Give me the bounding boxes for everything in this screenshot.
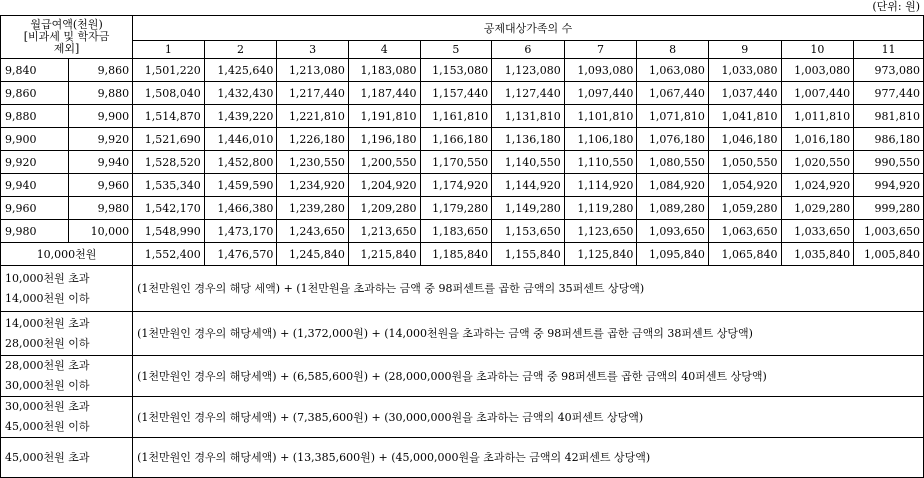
bracket-label-line1: 28,000천원 초과	[5, 359, 90, 372]
tax-cell: 1,123,650	[564, 220, 637, 243]
tax-cell: 1,185,840	[420, 243, 492, 266]
wage-from: 9,880	[1, 105, 69, 128]
tax-cell: 1,196,180	[348, 128, 420, 151]
tax-cell: 977,440	[854, 82, 924, 105]
tax-cell: 1,140,550	[492, 151, 565, 174]
wage-header-line3: 제외]	[53, 42, 80, 55]
bracket-row	[1, 312, 924, 356]
dependents-col-header: 10	[781, 41, 854, 59]
dependents-header: 공제대상가족의 수	[133, 16, 924, 41]
dependents-col-header: 11	[854, 41, 924, 59]
bracket-row	[1, 438, 924, 478]
tax-cell: 1,089,280	[637, 197, 709, 220]
table-row	[1, 128, 924, 151]
bracket-label	[1, 356, 133, 397]
bracket-label-line2: 28,000천원 이하	[5, 336, 90, 350]
bracket-row	[1, 397, 924, 438]
wage-header-line2: [비과세 및 학자금	[23, 30, 110, 43]
tax-cell: 1,166,180	[420, 128, 492, 151]
tax-cell: 1,076,180	[637, 128, 709, 151]
tax-cell: 1,183,650	[420, 220, 492, 243]
tax-cell: 1,153,080	[420, 59, 492, 82]
tax-cell: 1,114,920	[564, 174, 637, 197]
bracket-formula: (1천만원인 경우의 해당세액) + (6,585,600원) + (28,000,000원을 초과하는 금액 중 98퍼센트를 곱한 금액의 40퍼센트 상당액)	[133, 356, 924, 397]
tax-cell: 1,200,550	[348, 151, 420, 174]
tax-cell: 1,033,080	[708, 59, 781, 82]
bracket-label	[1, 438, 133, 478]
tax-cell: 1,187,440	[348, 82, 420, 105]
tax-cell: 1,452,800	[204, 151, 277, 174]
tax-cell: 1,204,920	[348, 174, 420, 197]
wage-label: 10,000천원	[1, 243, 133, 266]
tax-cell: 1,528,520	[133, 151, 205, 174]
tax-cell: 1,245,840	[277, 243, 349, 266]
tax-cell: 1,439,220	[204, 105, 277, 128]
wage-to: 9,920	[68, 128, 133, 151]
tax-cell: 1,110,550	[564, 151, 637, 174]
tax-cell: 1,003,080	[781, 59, 854, 82]
tax-cell: 1,234,920	[277, 174, 349, 197]
tax-cell: 1,552,400	[133, 243, 205, 266]
tax-cell: 1,007,440	[781, 82, 854, 105]
tax-cell: 1,521,690	[133, 128, 205, 151]
wage-from: 9,900	[1, 128, 69, 151]
tax-cell: 981,810	[854, 105, 924, 128]
tax-cell: 1,093,080	[564, 59, 637, 82]
tax-cell: 1,119,280	[564, 197, 637, 220]
tax-cell: 1,024,920	[781, 174, 854, 197]
tax-cell: 1,213,650	[348, 220, 420, 243]
tax-cell: 1,155,840	[492, 243, 565, 266]
table-row	[1, 220, 924, 243]
unit-note: (단위: 원)	[872, 0, 920, 13]
tax-cell: 1,508,040	[133, 82, 205, 105]
wage-to: 9,940	[68, 151, 133, 174]
tax-cell: 1,011,810	[781, 105, 854, 128]
wage-header-line1: 월급여액(천원)	[30, 18, 103, 31]
tax-cell: 1,239,280	[277, 197, 349, 220]
tax-cell: 990,550	[854, 151, 924, 174]
tax-cell: 1,432,430	[204, 82, 277, 105]
bracket-formula: (1천만원인 경우의 해당세액) + (7,385,600원) + (30,000,000원을 초과하는 금액의 40퍼센트 상당액)	[133, 397, 924, 438]
bracket-formula: (1천만원인 경우의 해당세액) + (1,372,000원) + (14,000천원을 초과하는 금액 중 98퍼센트를 곱한 금액의 38퍼센트 상당액)	[133, 312, 924, 356]
wage-to: 9,980	[68, 197, 133, 220]
bracket-label	[1, 312, 133, 356]
bracket-formula: (1천만원인 경우의 해당세액) + (13,385,600원) + (45,000,000원을 초과하는 금액의 42퍼센트 상당액)	[133, 438, 924, 478]
tax-cell: 1,473,170	[204, 220, 277, 243]
tax-cell: 1,084,920	[637, 174, 709, 197]
wage-from: 9,980	[1, 220, 69, 243]
tax-cell: 1,542,170	[133, 197, 205, 220]
tax-cell: 1,226,180	[277, 128, 349, 151]
dependents-col-header: 4	[348, 41, 420, 59]
dependents-col-header: 9	[708, 41, 781, 59]
tax-cell: 994,920	[854, 174, 924, 197]
tax-cell: 1,046,180	[708, 128, 781, 151]
table-row	[1, 82, 924, 105]
dependents-col-header: 2	[204, 41, 277, 59]
tax-cell: 1,157,440	[420, 82, 492, 105]
wage-from: 9,960	[1, 197, 69, 220]
tax-cell: 1,020,550	[781, 151, 854, 174]
table-row	[1, 174, 924, 197]
tax-cell: 1,123,080	[492, 59, 565, 82]
withholding-tax-table	[0, 15, 924, 478]
tax-cell: 1,136,180	[492, 128, 565, 151]
tax-cell: 1,050,550	[708, 151, 781, 174]
table-row	[1, 197, 924, 220]
tax-cell: 1,063,650	[708, 220, 781, 243]
bracket-label	[1, 266, 133, 312]
wage-to: 9,960	[68, 174, 133, 197]
tax-cell: 1,209,280	[348, 197, 420, 220]
bracket-formula: (1천만원인 경우의 해당 세액) + (1천만원을 초과하는 금액 중 98퍼센트를 곱한 금액의 35퍼센트 상당액)	[133, 266, 924, 312]
bracket-label-line1: 14,000천원 초과	[5, 316, 90, 330]
tax-cell: 1,067,440	[637, 82, 709, 105]
table-row	[1, 105, 924, 128]
tax-cell: 1,213,080	[277, 59, 349, 82]
tax-cell: 1,016,180	[781, 128, 854, 151]
wage-from: 9,840	[1, 59, 69, 82]
bracket-label-line2: 30,000천원 이하	[5, 379, 90, 392]
bracket-row	[1, 266, 924, 312]
bracket-label-line2: 14,000천원 이하	[5, 291, 90, 305]
bracket-label-line1: 10,000천원 초과	[5, 271, 90, 285]
tax-cell: 986,180	[854, 128, 924, 151]
tax-cell: 1,071,810	[637, 105, 709, 128]
bracket-label-line1: 30,000천원 초과	[5, 400, 90, 413]
bracket-row	[1, 356, 924, 397]
tax-cell: 1,029,280	[781, 197, 854, 220]
tax-cell: 1,059,280	[708, 197, 781, 220]
wage-from: 9,920	[1, 151, 69, 174]
bracket-label	[1, 397, 133, 438]
tax-cell: 1,037,440	[708, 82, 781, 105]
tax-cell: 1,476,570	[204, 243, 277, 266]
wage-to: 10,000	[68, 220, 133, 243]
table-row	[1, 243, 924, 266]
tax-cell: 973,080	[854, 59, 924, 82]
dependents-col-header: 8	[637, 41, 709, 59]
tax-cell: 1,548,990	[133, 220, 205, 243]
tax-cell: 1,095,840	[637, 243, 709, 266]
wage-to: 9,860	[68, 59, 133, 82]
table-row	[1, 151, 924, 174]
tax-cell: 1,243,650	[277, 220, 349, 243]
wage-from: 9,860	[1, 82, 69, 105]
dependents-col-header: 1	[133, 41, 205, 59]
tax-cell: 1,080,550	[637, 151, 709, 174]
wage-from: 9,940	[1, 174, 69, 197]
tax-cell: 1,097,440	[564, 82, 637, 105]
wage-to: 9,900	[68, 105, 133, 128]
tax-cell: 1,144,920	[492, 174, 565, 197]
tax-cell: 1,535,340	[133, 174, 205, 197]
tax-cell: 1,170,550	[420, 151, 492, 174]
tax-cell: 1,459,590	[204, 174, 277, 197]
dependents-col-header: 7	[564, 41, 637, 59]
tax-cell: 1,033,650	[781, 220, 854, 243]
tax-cell: 1,065,840	[708, 243, 781, 266]
tax-cell: 1,153,650	[492, 220, 565, 243]
tax-cell: 1,003,650	[854, 220, 924, 243]
tax-cell: 1,093,650	[637, 220, 709, 243]
dependents-col-header: 6	[492, 41, 565, 59]
tax-cell: 1,221,810	[277, 105, 349, 128]
tax-cell: 1,191,810	[348, 105, 420, 128]
tax-cell: 1,149,280	[492, 197, 565, 220]
tax-cell: 1,106,180	[564, 128, 637, 151]
tax-cell: 1,035,840	[781, 243, 854, 266]
tax-cell: 1,215,840	[348, 243, 420, 266]
tax-cell: 1,063,080	[637, 59, 709, 82]
bracket-label-line2: 45,000천원 이하	[5, 420, 90, 433]
bracket-label-line1: 45,000천원 초과	[5, 450, 90, 464]
tax-cell: 1,161,810	[420, 105, 492, 128]
tax-cell: 1,466,380	[204, 197, 277, 220]
table-row	[1, 59, 924, 82]
wage-to: 9,880	[68, 82, 133, 105]
tax-cell: 1,446,010	[204, 128, 277, 151]
wage-header	[1, 16, 133, 59]
tax-cell: 1,230,550	[277, 151, 349, 174]
tax-cell: 1,054,920	[708, 174, 781, 197]
tax-cell: 1,425,640	[204, 59, 277, 82]
tax-cell: 1,101,810	[564, 105, 637, 128]
tax-cell: 1,514,870	[133, 105, 205, 128]
tax-cell: 1,125,840	[564, 243, 637, 266]
tax-cell: 1,174,920	[420, 174, 492, 197]
tax-cell: 1,183,080	[348, 59, 420, 82]
dependents-col-header: 5	[420, 41, 492, 59]
tax-cell: 1,041,810	[708, 105, 781, 128]
tax-cell: 1,005,840	[854, 243, 924, 266]
tax-cell: 1,217,440	[277, 82, 349, 105]
tax-cell: 999,280	[854, 197, 924, 220]
tax-cell: 1,501,220	[133, 59, 205, 82]
dependents-col-header: 3	[277, 41, 349, 59]
tax-cell: 1,127,440	[492, 82, 565, 105]
tax-cell: 1,131,810	[492, 105, 565, 128]
tax-cell: 1,179,280	[420, 197, 492, 220]
